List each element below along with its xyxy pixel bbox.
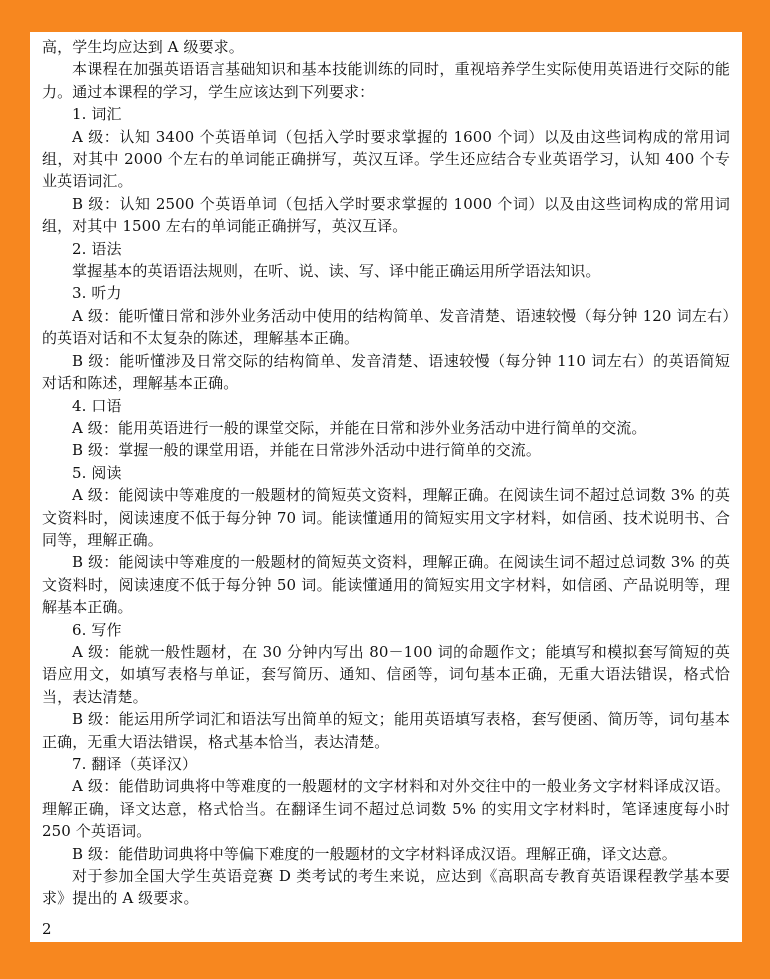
paragraph: 对于参加全国大学生英语竞赛 D 类考试的考生来说，应达到《高职高专教育英语课程教学基本要求》提出的 A 级要求。 [42,867,730,908]
paragraph: B 级：能运用所学词汇和语法写出简单的短文；能用英语填写表格，套写便函、简历等，词句基本正确，无重大语法错误，格式基本恰当，表达清楚。 [42,710,730,751]
section-heading-vocabulary: 1. 词汇 [72,105,122,124]
paragraph: A 级：认知 3400 个英语单词（包括入学时要求掌握的 1600 个词）以及由这些词构成的常用词组，对其中 2000 个左右的单词能正确拼写，英汉互译。学生还应结合专业英语学习，认知 400 个专业英语词汇。 [42,127,730,191]
paragraph: B 级：掌握一般的课堂用语，并能在日常涉外活动中进行简单的交流。 [72,441,541,460]
paragraph: B 级：能阅读中等难度的一般题材的简短英文资料，理解正确。在阅读生词不超过总词数 3% 的英文资料时，阅读速度不低于每分钟 50 词。能读懂通用的简短实用文字材料，如信函、产品说明等，理解基本正确。 [42,553,730,617]
paragraph: B 级：能听懂涉及日常交际的结构简单、发音清楚、语速较慢（每分钟 110 词左右）的英语简短对话和陈述，理解基本正确。 [42,351,730,393]
paragraph: A 级：能就一般性题材，在 30 分钟内写出 80－100 词的命题作文；能填写和模拟套写简短的英语应用文，如填写表格与单证，套写简历、通知、信函等，词句基本正确，无重大语法错误，格式恰当，表达清楚。 [42,642,730,706]
paragraph: B 级：能借助词典将中等偏下难度的一般题材的文字材料译成汉语。理解正确，译文达意。 [72,844,677,863]
paragraph: A 级：能用英语进行一般的课堂交际，并能在日常和涉外业务活动中进行简单的交流。 [72,418,647,437]
paragraph: 本课程在加强英语语言基础知识和基本技能训练的同时，重视培养学生实际使用英语进行交际的能力。通过本课程的学习，学生应该达到下列要求： [42,60,730,101]
page-number: 2 [42,920,52,938]
section-heading-speaking: 4. 口语 [72,396,122,415]
document-page [30,32,742,942]
paragraph: A 级：能听懂日常和涉外业务活动中使用的结构简单、发音清楚、语速较慢（每分钟 120 词左右）的英语对话和不太复杂的陈述，理解基本正确。 [42,306,730,348]
section-heading-reading: 5. 阅读 [72,463,122,482]
section-heading-grammar: 2. 语法 [72,239,122,258]
paragraph: 掌握基本的英语语法规则，在听、说、读、写、译中能正确运用所学语法知识。 [72,262,601,281]
body-text [30,32,742,910]
paragraph: 高，学生均应达到 A 级要求。 [42,38,244,56]
section-heading-translation: 7. 翻译（英译汉） [72,755,198,773]
paragraph: B 级：认知 2500 个英语单词（包括入学时要求掌握的 1000 个词）以及由这些词构成的常用词组，对其中 1500 左右的单词能正确拼写，英汉互译。 [42,194,730,236]
section-heading-listening: 3. 听力 [72,284,122,303]
paragraph: A 级：能阅读中等难度的一般题材的简短英文资料，理解正确。在阅读生词不超过总词数 3% 的英文资料时，阅读速度不低于每分钟 70 词。能读懂通用的简短实用文字材料，如信函、技术说明书、合同等，理解正确。 [42,486,730,549]
paragraph: A 级：能借助词典将中等难度的一般题材的文字材料和对外交往中的一般业务文字材料译成汉语。理解正确，译文达意，格式恰当。在翻译生词不超过总词数 5% 的实用文字材料时，笔译速度每小时 250 个英语词。 [42,777,730,841]
section-heading-writing: 6. 写作 [72,620,122,639]
